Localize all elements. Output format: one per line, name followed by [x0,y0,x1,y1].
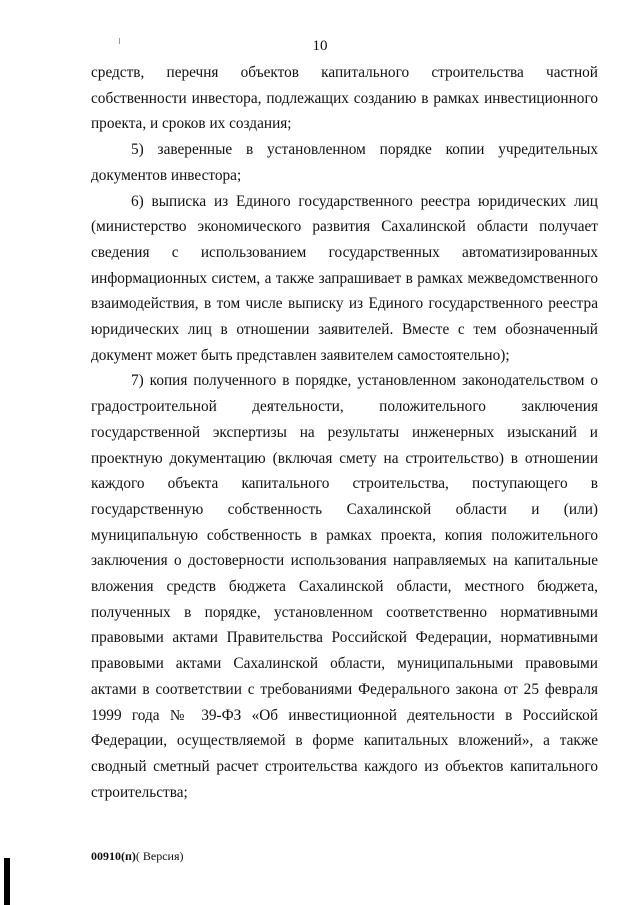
document-version: ( Версия) [135,849,184,863]
paragraph-continuation: средств, перечня объектов капитального строительства частной собственности инвестора, подлежащих созданию в рамках инвестиционного проекта, и сроков их создания; [91,64,598,133]
paragraph-item-6: 6) выписка из Единого государственного реестра юридических лиц (министерство экономического развития Сахалинской области получает сведения с использованием государственных автоматизированных информационных систем, а также запрашивает в рамках межведомственного взаимодействия, в том числе выписку из Единого государственного реестра юридических лиц в отношении заявителей. Вместе с тем обозначенный документ может быть представлен заявителем самостоятельно); [91,192,598,364]
page-number: 10 [312,38,328,54]
scan-edge-bar [4,858,10,905]
document-footer [91,848,184,864]
paragraph-item-5: 5) заверенные в установленном порядке копии учредительных документов инвестора; [91,141,598,184]
document-code: 00910(п) [91,849,136,863]
document-body [91,60,598,805]
paragraph-item-7: 7) копия полученного в порядке, установленном законодательством о градостроительной деятельности, положительного заключения государственной экспертизы на результаты инженерных изысканий и проектную документацию (включая смету на строительство) в отношении каждого объекта капитального строительства, поступающего в государственную собственность Сахалинской области и (или) муниципальную собственность в рамках проекта, копия положительного заключения о достоверности использования направляемых на капитальные вложения средств бюджета Сахалинской области, местного бюджета, полученных в порядке, установленном соответственно нормативными правовыми актами Правительства Российской Федерации, нормативными правовыми актами Сахалинской области, муниципальными правовыми актами в соответствии с требованиями Федерального закона от 25 февраля 1999 года № 39-ФЗ «Об инвестиционной деятельности в Российской Федерации, осуществляемой в форме капитальных вложений», а также сводный сметный расчет строительства каждого из объектов капитального строительства; [91,372,598,801]
